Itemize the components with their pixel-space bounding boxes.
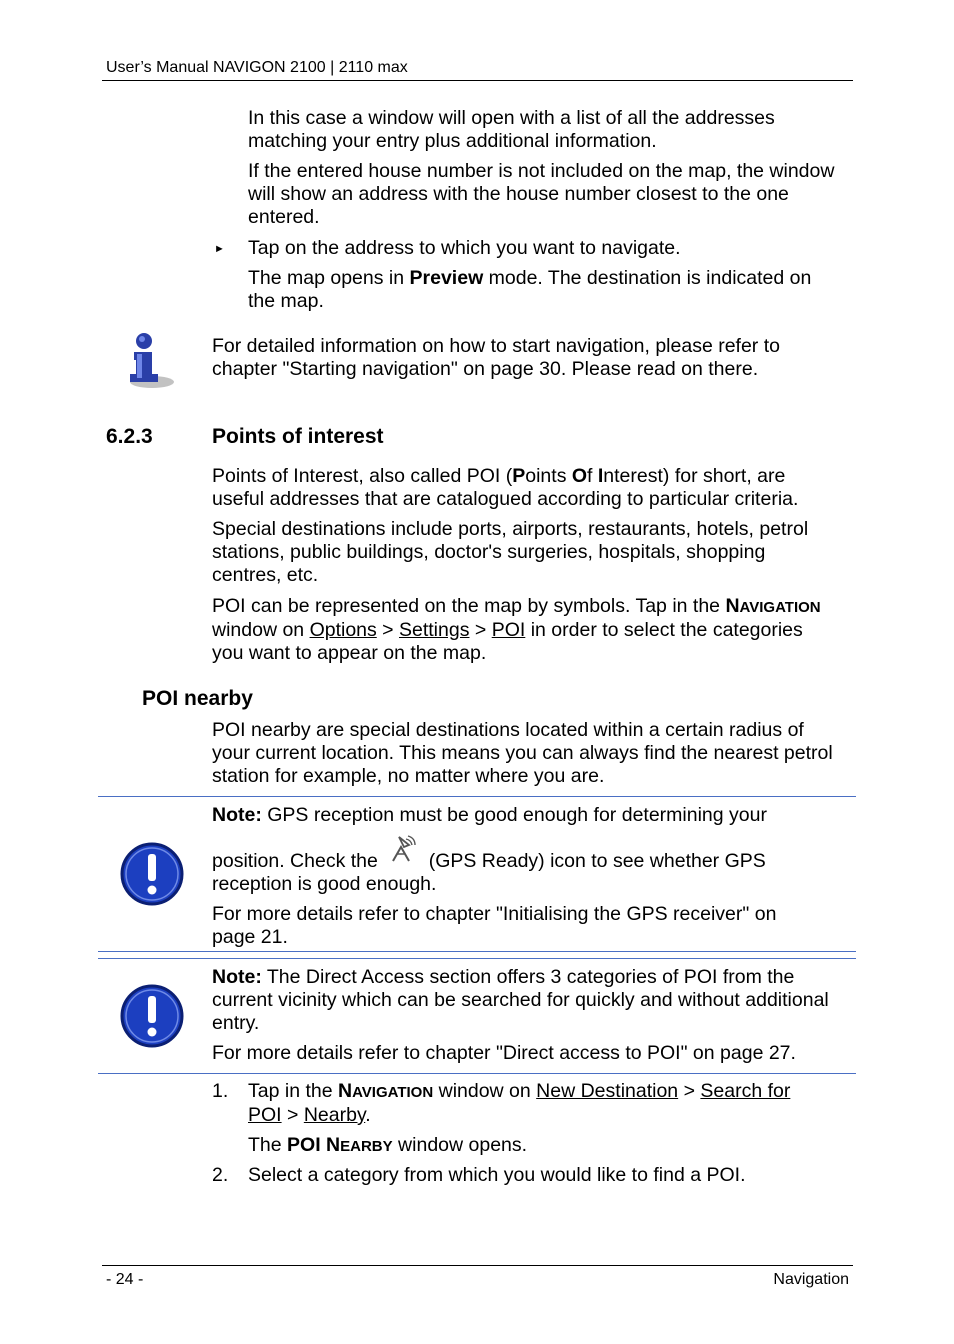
text-line: will show an address with the house number closest to the one — [248, 183, 789, 205]
footer-section: Navigation — [773, 1271, 849, 1288]
step-1: Tap in the NAVIGATION window on New Destination > Search for POI > Nearby. The POI NEARBY window opens. — [248, 1080, 791, 1156]
link-search-for-poi[interactable]: POI — [248, 1104, 282, 1126]
poi-nearby-title: POI nearby — [142, 687, 253, 710]
section-paragraph-3: POI can be represented on the map by symbols. Tap in the NAVIGATION window on Options > Settings > POI in order to select the categories you want to appear on the map. — [212, 595, 821, 664]
text-line: your current location. This means you can always find the nearest petrol — [212, 742, 833, 764]
footer-rule — [102, 1265, 853, 1266]
text-line: chapter "Starting navigation" on page 30. Please read on there. — [212, 358, 759, 380]
exclamation-icon — [120, 984, 184, 1048]
info-person-icon — [122, 330, 178, 390]
bullet-result: The map opens in Preview mode. The destination is indicated on the map. — [248, 267, 812, 312]
text-line: For more details refer to chapter "Initialising the GPS receiver" on — [212, 903, 777, 925]
step-2: Select a category from which you would like to find a POI. — [248, 1164, 746, 1186]
text-line: centres, etc. — [212, 564, 319, 586]
intro-paragraph-2 — [248, 160, 834, 229]
note-label: Note: — [212, 804, 262, 826]
text-line: stations, public buildings, doctor's surgeries, hospitals, shopping — [212, 541, 766, 563]
text-line: reception is good enough. — [212, 873, 437, 895]
text-line: If the entered house number is not included on the map, the window — [248, 160, 835, 182]
step-2-number: 2. — [212, 1164, 229, 1186]
note-divider — [98, 958, 856, 959]
text-line: station for example, no matter where you are. — [212, 765, 605, 787]
text-line: entered. — [248, 206, 320, 228]
text-line: In this case a window will open with a list of all the addresses — [248, 107, 775, 129]
text-line: matching your entry plus additional information. — [248, 130, 657, 152]
exclamation-icon — [120, 842, 184, 906]
section-paragraph-1: Points of Interest, also called POI (Points Of Interest) for short, are useful addresses that are catalogued according to particular criteria. — [212, 465, 799, 510]
link-poi[interactable]: POI — [491, 619, 526, 641]
link-options[interactable]: Options — [309, 619, 377, 641]
note-label: Note: — [212, 966, 262, 988]
section-number: 6.2.3 — [106, 425, 153, 448]
note-1-text: Note: GPS reception must be good enough for determining your position. Check the (GPS Ready) icon to see whether GPS reception is good enough. For more details refer to chapter "Initialising the GPS receiver" on page 21. — [212, 804, 852, 949]
text-line: useful addresses that are catalogued according to particular criteria. — [212, 488, 799, 510]
link-search-for-poi[interactable]: Search for — [700, 1080, 791, 1102]
intro-paragraph-1 — [248, 107, 775, 153]
text-line: Special destinations include ports, airports, restaurants, hotels, petrol — [212, 518, 809, 540]
text-line: entry. — [212, 1012, 260, 1034]
text-line: POI nearby are special destinations located within a certain radius of — [212, 719, 804, 741]
bullet-arrow-icon: ► — [214, 243, 225, 255]
header-rule — [102, 80, 853, 81]
poi-nearby-paragraph — [212, 719, 833, 788]
text-line: For more details refer to chapter "Direct access to POI" on page 27. — [212, 1042, 796, 1064]
info-text — [212, 335, 780, 381]
link-settings[interactable]: Settings — [399, 619, 470, 641]
page-number: - 24 - — [106, 1271, 144, 1288]
text-line: the map. — [248, 290, 324, 312]
section-paragraph-2 — [212, 518, 808, 587]
page-header-title: User’s Manual NAVIGON 2100 | 2110 max — [106, 59, 408, 76]
note-2-text: Note: The Direct Access section offers 3 categories of POI from the current vicinity which can be searched for quickly and without additional entry. For more details refer to chapter "Direct access to POI" on page 27. — [212, 966, 852, 1065]
note-divider — [98, 951, 856, 952]
text-line: current vicinity which can be searched for quickly and without additional — [212, 989, 829, 1011]
text-line: For detailed information on how to start navigation, please refer to — [212, 335, 780, 357]
link-nearby[interactable]: Nearby — [303, 1104, 366, 1126]
link-new-destination[interactable]: New Destination — [536, 1080, 679, 1102]
section-title: Points of interest — [212, 425, 384, 448]
note-divider — [98, 1073, 856, 1074]
step-1-number: 1. — [212, 1080, 229, 1102]
bullet-text: Tap on the address to which you want to navigate. — [248, 237, 681, 259]
preview-mode-term: Preview — [409, 267, 484, 289]
text-line: you want to appear on the map. — [212, 642, 487, 664]
note-divider — [98, 796, 856, 797]
gps-ready-icon — [387, 835, 417, 865]
text-line: page 21. — [212, 926, 288, 948]
